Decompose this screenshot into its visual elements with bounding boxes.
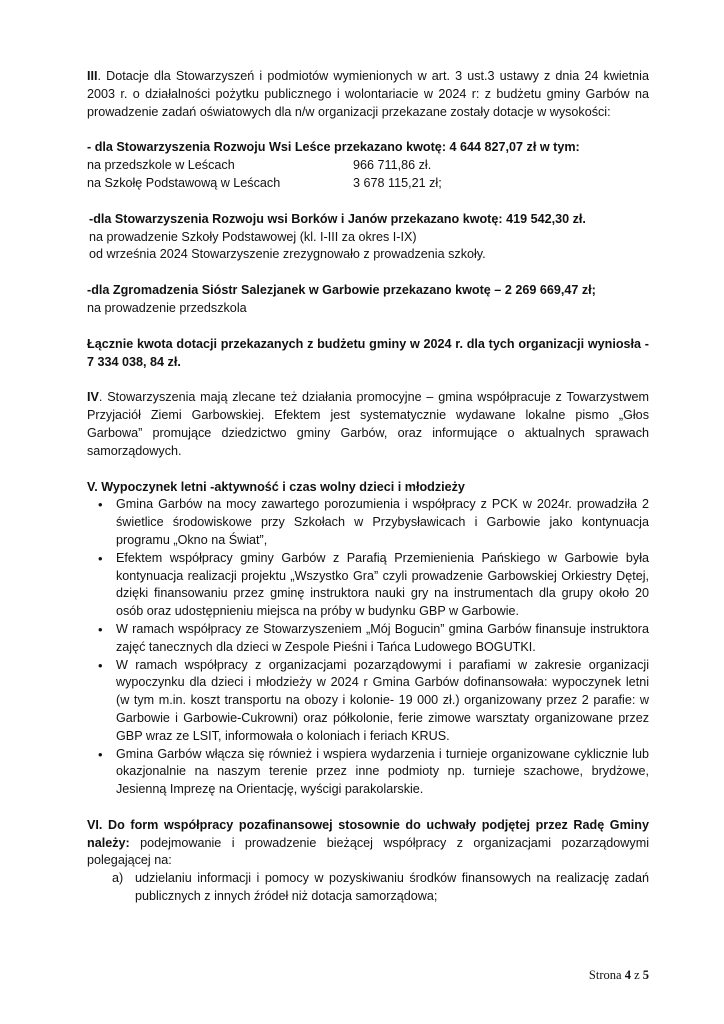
list-item [87, 870, 649, 906]
section-6-list [87, 870, 649, 906]
org3-line1: na prowadzenie przedszkola [87, 300, 247, 315]
section-4-text: IV. Stowarzyszenia mają zlecane też działania promocyjne – gmina współpracuje z Towarzystwem Przyjaciół Ziemi Garbowskiej. Efektem jest systematycznie wydawane lokalne pismo „Głos Garbowa” promujące dziedzictwo gminy Garbów, oraz informujące o aktualnych sprawach samorządowych. [87, 390, 649, 458]
dotation-total: Łącznie kwota dotacji przekazanych z budżetu gminy w 2024 r. dla tych organizacji wyniosła - 7 334 038, 84 zł. [87, 336, 649, 369]
org2-header: -dla Stowarzyszenia Rozwoju wsi Borków i Janów przekazano kwotę: 419 542,30 zł. [89, 211, 586, 226]
org2-line1: na prowadzenie Szkoły Podstawowej (kl. I-III za okres I-IX) [89, 229, 417, 244]
total-page-count: 5 [642, 968, 649, 982]
list-item-text: udzielaniu informacji i pomocy w pozyskiwaniu środków finansowych na realizację zadań publicznych z innych źródeł niż dotacja samorządowa; [135, 871, 649, 904]
org3-header: -dla Zgromadzenia Sióstr Salezjanek w Garbowie przekazano kwotę – 2 269 669,47 zł; [87, 283, 596, 298]
list-item-marker: a) [112, 871, 124, 886]
org1-row-school: na Szkołę Podstawową w Leścach 3 678 115,21 zł; [87, 175, 442, 190]
section-3-text: . Dotacje dla Stowarzyszeń i podmiotów wymienionych w art. 3 ust.3 ustawy z dnia 24 kwietnia 2003 r. o działalności pożytku publicznego i wolontariacie w 2024 r: z budżetu gminy Garbów na prowadzenie zadań oświatowych dla n/w organizacji przekazane zostały dotacje w wysokości: [87, 69, 649, 119]
section-3-number: III [87, 69, 98, 83]
list-item: • W ramach współpracy ze Stowarzyszeniem „Mój Bogucin” gmina Garbów finansuje instruktora zajęć tanecznych dla dzieci w Zespole Pieśni i Tańca Ludowego BOGUTKI. [87, 621, 649, 657]
section-5-heading: V. Wypoczynek letni -aktywność i czas wolny dzieci i młodzieży [87, 479, 465, 494]
list-item: • W ramach współpracy z organizacjami pozarządowymi i parafiami w zakresie organizacji wypoczynku dla dzieci i młodzieży w 2024 r Gmina Garbów dofinansowała: wypoczynek letni (w tym m.in. koszt transportu na obozy i kolonie- 19 000 zł.) organizowany przez 2 parafie: w Garbowie i Garbowie-Cukrowni) oraz półkolonie, ferie zimowe warsztaty organizowane przez GBP wraz ze LSIT, informowała o koloniach i feriach KRUS. [87, 657, 649, 746]
list-item: • Efektem współpracy gminy Garbów z Parafią Przemienienia Pańskiego w Garbowie była kontynuacja realizacji projektu „Wszystko Gra” czyli prowadzenie Garbowskiej Orkiestry Dętej, dzięki finansowaniu przez gminę instruktora nauki gry na instrumentach dla grupy około 20 osób oraz udostępnieniu miejsca na próby w budynku GBP w Garbowie. [87, 550, 649, 621]
section-6-heading: VI. Do form współpracy pozafinansowej stosownie do uchwały podjętej przez Radę Gminy należy: [87, 817, 649, 850]
list-item: • Gmina Garbów włącza się również i wspiera wydarzenia i turnieje organizowane cyklicznie lub okazjonalnie na naszym terenie przez inne podmioty np. turnieje szachowe, brydżowe, Jesienną Imprezę na Orientację, wyścigi parakolarskie. [87, 746, 649, 799]
org1-header: - dla Stowarzyszenia Rozwoju Wsi Leśce przekazano kwotę: 4 644 827,07 zł w tym: [87, 140, 580, 155]
document-page [87, 68, 649, 906]
org2-line2: od września 2024 Stowarzyszenie zrezygnowało z prowadzenia szkoły. [89, 247, 486, 262]
section-5-bullet-list [87, 496, 649, 799]
current-page-number: 4 [624, 968, 631, 982]
section-4-number: IV [87, 390, 99, 405]
list-item: • Gmina Garbów na mocy zawartego porozumienia i współpracy z PCK w 2024r. prowadziła 2 świetlice środowiskowe przy Szkołach w Przybysławicach i Garbowie jako kontynuacja programu „Okno na Świat”, [87, 496, 649, 549]
org1-row-preschool: na przedszkole w Leścach 966 711,86 zł. [87, 158, 432, 173]
section-3-intro [87, 68, 649, 121]
page-footer: Strona 4 z 5 [588, 968, 649, 982]
section-6-intro: VI. Do form współpracy pozafinansowej stosownie do uchwały podjętej przez Radę Gminy należy: podejmowanie i prowadzenie bieżącej współpracy z organizacjami pozarządowymi polegającej na: [87, 817, 649, 868]
